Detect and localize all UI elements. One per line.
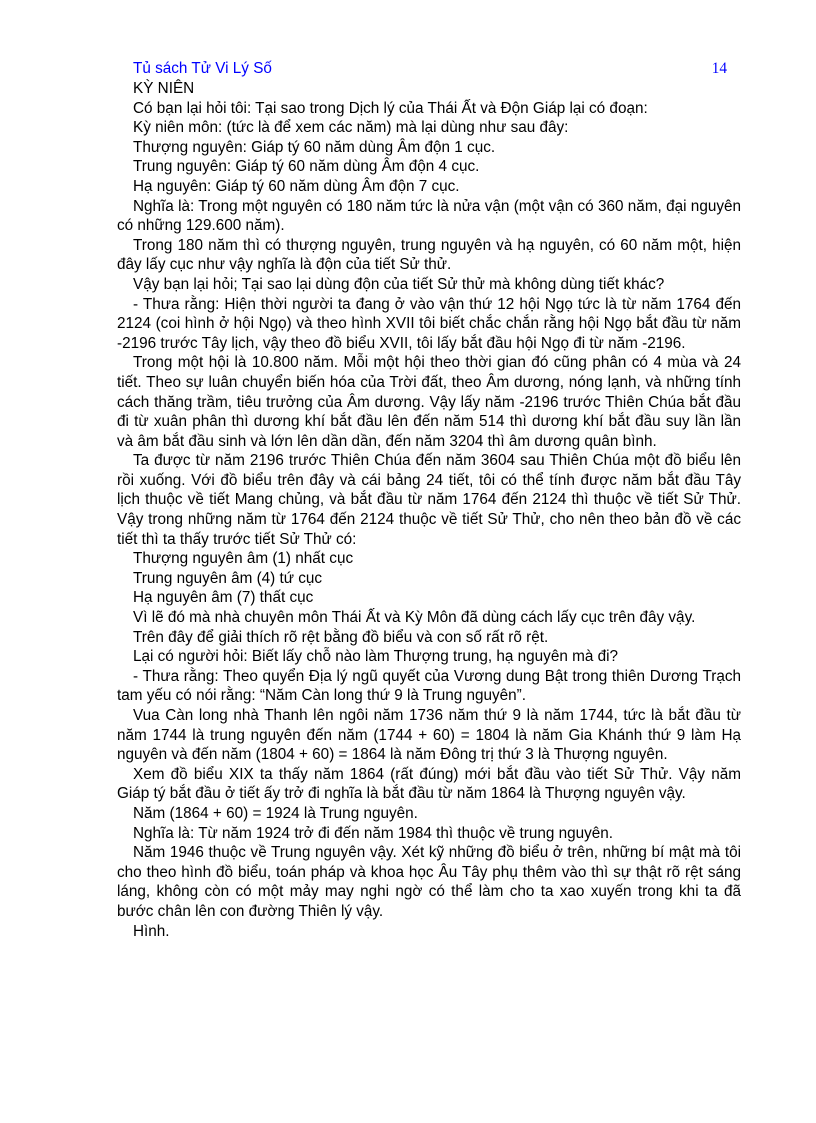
book-series-title: Tủ sách Tử Vi Lý Số bbox=[133, 60, 272, 77]
paragraph: Trung nguyên âm (4) tứ cục bbox=[133, 569, 323, 587]
paragraph: - Thưa rằng: Theo quyển Địa lý ngũ quyết của Vương dung Bật trong thiên Dương Trạch tam yếu có nói rằng: “Năm Càn long thứ 9 là Trung nguyên”. bbox=[117, 667, 741, 705]
paragraph: Vì lẽ đó mà nhà chuyên môn Thái Ất và Kỳ Môn đã dùng cách lấy cục trên đây vậy. bbox=[133, 609, 696, 627]
paragraph: Hạ nguyên: Giáp tý 60 năm dùng Âm độn 7 cục. bbox=[133, 177, 460, 195]
paragraph: Nghĩa là: Trong một nguyên có 180 năm tức là nửa vận (một vận có 360 năm, đại nguyên có những 129.600 năm). bbox=[117, 197, 741, 235]
page-header bbox=[117, 59, 727, 79]
paragraph: Trên đây để giải thích rõ rệt bằng đồ biểu và con số rất rõ rệt. bbox=[133, 628, 549, 646]
paragraph: Hạ nguyên âm (7) thất cục bbox=[133, 589, 314, 607]
paragraph: Năm 1946 thuộc về Trung nguyên vậy. Xét kỹ những đồ biểu ở trên, những bí mật mà tôi cho theo hình đồ biểu, toán pháp và khoa học Âu Tây phụ thêm vào thì sự thật rõ rệt sáng láng, không còn có một mảy may nghi ngờ có thể làm cho ta xao xuyến trong khi ta đã bước chân lên con đường Thiên lý vậy. bbox=[117, 844, 741, 920]
paragraph: Kỳ niên môn: (tức là để xem các năm) mà lại dùng như sau đây: bbox=[133, 119, 569, 137]
paragraph: Xem đồ biểu XIX ta thấy năm 1864 (rất đúng) mới bắt đầu vào tiết Sử Thử. Vậy năm Giáp tý bắt đầu ở tiết ấy trở đi nghĩa là bắt đầu từ năm 1864 là Thượng nguyên vậy. bbox=[117, 765, 741, 803]
paragraph: Trung nguyên: Giáp tý 60 năm dùng Âm độn 4 cục. bbox=[133, 158, 480, 176]
paragraph: Trong 180 năm thì có thượng nguyên, trung nguyên và hạ nguyên, có 60 năm một, hiện đây lấy cục như vậy nghĩa là độn của tiết Sử thử. bbox=[117, 236, 741, 274]
paragraph: Lại có người hỏi: Biết lấy chỗ nào làm Thượng trung, hạ nguyên mà đi? bbox=[133, 648, 619, 666]
paragraph: Vậy bạn lại hỏi; Tại sao lại dùng độn của tiết Sử thử mà không dùng tiết khác? bbox=[133, 275, 665, 293]
page-number: 14 bbox=[711, 60, 727, 77]
paragraph: Có bạn lại hỏi tôi: Tại sao trong Dịch lý của Thái Ất và Độn Giáp lại có đoạn: bbox=[133, 99, 648, 117]
paragraph: Trong một hội là 10.800 năm. Mỗi một hội theo thời gian đó cũng phân có 4 mùa và 24 tiết. Theo sự luân chuyển biến hóa của Trời đất, theo Âm dương, nóng lạnh, và những tính cách thăng trầm, tiêu trưởng của Âm dương. Vậy lấy năm -2196 trước Thiên Chúa bắt đầu đi từ xuân phân thì dương khí bắt đầu lên đến năm 514 thì dương khí bắt đầu suy lần lần và âm bắt đầu sinh và lớn lên dần dần, đến năm 3204 thì âm dương quân bình. bbox=[117, 354, 741, 450]
paragraph: Hình. bbox=[133, 922, 170, 940]
paragraph: Thượng nguyên âm (1) nhất cục bbox=[133, 550, 354, 568]
paragraph: - Thưa rằng: Hiện thời người ta đang ở vào vận thứ 12 hội Ngọ tức là từ năm 1764 đến 2124 (coi hình ở hội Ngọ) và theo hình XVII tôi biết chắc chắn rằng hội Ngọ bắt đầu từ năm -2196 trước Tây lịch, vậy theo đồ biểu XVII, tôi lấy bắt đầu hội Ngọ đi từ năm -2196. bbox=[117, 295, 741, 352]
paragraph: Ta được từ năm 2196 trước Thiên Chúa đến năm 3604 sau Thiên Chúa một đồ biểu lên rồi xuống. Với đồ biểu trên đây và cái bảng 24 tiết, tôi có thể tính được năm bắt đầu Tây lịch thuộc về tiết Mang chủng, và bắt đầu từ năm 1764 đến 2124 thì thuộc về tiết Sử Thử. Vậy trong những năm từ 1764 đến 2124 thuộc về tiết Sử Thử, cho nên theo bản đồ về các tiết thì ta thấy trước tiết Sử Thử có: bbox=[117, 452, 741, 548]
paragraph: Nghĩa là: Từ năm 1924 trở đi đến năm 1984 thì thuộc về trung nguyên. bbox=[133, 824, 614, 842]
document-body bbox=[117, 79, 741, 941]
section-heading: KỲ NIÊN bbox=[133, 80, 195, 97]
paragraph: Thượng nguyên: Giáp tý 60 năm dùng Âm độn 1 cục. bbox=[133, 138, 496, 156]
paragraph: Vua Càn long nhà Thanh lên ngôi năm 1736 năm thứ 9 là năm 1744, tức là bắt đầu từ năm 1744 là trung nguyên đến năm (1744 + 60) = 1804 là năm Gia Khánh thứ 9 làm Hạ nguyên và đến năm (1804 + 60) = 1864 là năm Đông trị thứ 3 là Thượng nguyên. bbox=[117, 707, 741, 764]
paragraph: Năm (1864 + 60) = 1924 là Trung nguyên. bbox=[133, 804, 418, 822]
